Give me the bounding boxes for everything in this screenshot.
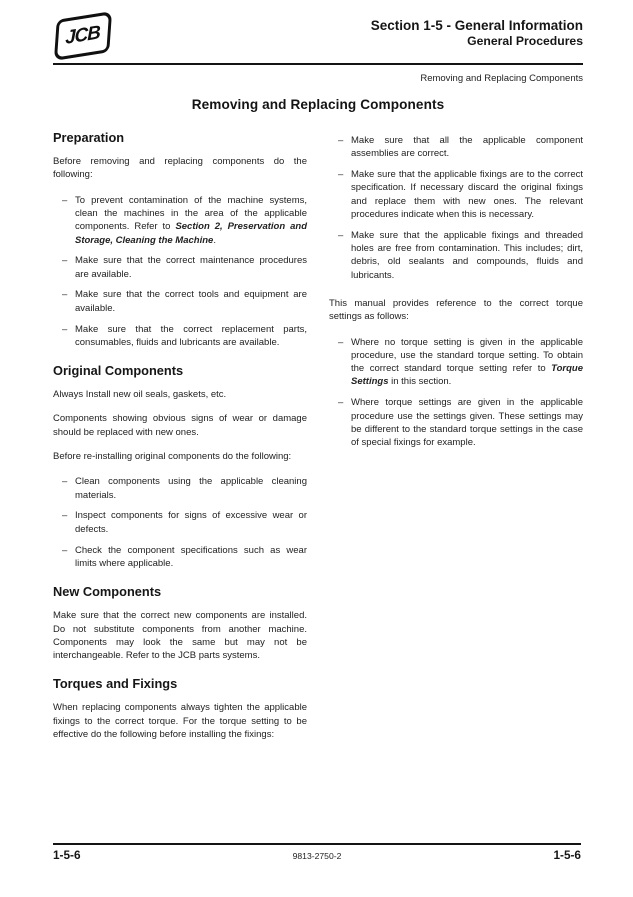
list-item — [62, 254, 307, 281]
text-run: Make sure that the correct replacement parts, consumables, fluids and lubricants are available. — [75, 323, 307, 348]
breadcrumb: Removing and Replacing Components — [420, 73, 583, 84]
list-item — [62, 475, 307, 502]
jcb-logo — [54, 11, 112, 61]
list-item-text — [75, 323, 307, 350]
dash-bullet: – — [62, 323, 68, 335]
paragraph: Before removing and replacing components do the following: — [53, 156, 307, 181]
list-item-text — [75, 544, 307, 571]
list-item — [338, 229, 583, 282]
paragraph: Always Install new oil seals, gaskets, etc. — [53, 389, 227, 401]
text-run: Make sure that the correct maintenance procedures are available. — [75, 255, 307, 280]
dash-bullet: – — [338, 169, 344, 181]
list-item-text — [75, 194, 307, 247]
list-item-text — [75, 254, 307, 281]
heading-preparation: Preparation — [53, 130, 125, 145]
text-run: Make sure that the correct tools and equipment are available. — [75, 289, 307, 314]
text-run: . — [213, 234, 216, 246]
list-item — [62, 288, 307, 315]
dash-bullet: – — [338, 135, 344, 146]
list-item-text — [351, 336, 583, 389]
list-item — [338, 396, 583, 449]
list-item — [62, 509, 307, 536]
dash-bullet: – — [62, 510, 68, 522]
list-item — [62, 194, 307, 247]
original-components-list — [53, 475, 307, 570]
text-run: Make sure that the applicable fixings and threaded holes are free from contamination. This includes; dirt, debris, old sealants and compounds, fluids and lubricants. — [351, 229, 583, 281]
list-item-text — [75, 288, 307, 315]
text-run: Make sure that all the applicable component assemblies are correct. — [351, 135, 583, 160]
list-item — [62, 544, 307, 571]
dash-bullet: – — [338, 397, 344, 409]
heading-original-components: Original Components — [53, 363, 184, 379]
text-run: Make sure that the applicable fixings are to the correct specification. If necessary discard the original fixings and replace them with new ones. The relevant procedures indicate when this is necessary. — [351, 169, 583, 220]
paragraph: This manual provides reference to the correct torque settings as follows: — [329, 297, 583, 323]
text-run: Clean components using the applicable cleaning materials. — [75, 476, 307, 501]
heading-new-components: New Components — [53, 584, 162, 600]
header-text-block — [371, 18, 583, 49]
text-run: Where torque settings are given in the applicable procedure use the settings given. These settings may be different to the standard torque settings in the case of special fixings for example. — [351, 397, 583, 449]
text-run: in this section. — [388, 376, 452, 388]
dash-bullet: – — [62, 476, 68, 488]
dash-bullet: – — [62, 194, 68, 206]
section-subtitle: General Procedures — [467, 34, 583, 49]
dash-bullet: – — [62, 544, 68, 556]
footer-page-number-left: 1-5-6 — [53, 847, 81, 862]
dash-bullet: – — [338, 336, 344, 348]
emphasis-run: Torque Settings — [351, 363, 583, 388]
paragraph: Components showing obvious signs of wear or damage should be replaced with new ones. — [53, 413, 307, 438]
page-title: Removing and Replacing Components — [191, 97, 445, 112]
paragraph: Before re-installing original components do the following: — [53, 451, 292, 463]
dash-bullet: – — [62, 289, 68, 301]
header-rule — [53, 63, 583, 65]
list-item-text — [351, 396, 583, 449]
text-run: To prevent contamination of the machine systems, clean the machines in the area of the applicable components. Refer to — [75, 194, 307, 233]
emphasis-run: Section 2, Preservation and Storage, Cleaning the Machine — [75, 221, 307, 246]
page-footer — [53, 843, 581, 862]
section-title: Section 1-5 - General Information — [370, 18, 583, 33]
two-column-body — [53, 131, 583, 752]
left-column — [53, 131, 307, 752]
torque-settings-list — [329, 336, 583, 450]
list-item-text — [75, 475, 307, 502]
dash-bullet: – — [338, 229, 344, 241]
list-item — [62, 323, 307, 350]
footer-page-number-right: 1-5-6 — [553, 847, 581, 862]
list-item — [338, 336, 583, 389]
jcb-logo-text: JCB — [65, 22, 101, 49]
list-item — [338, 168, 583, 221]
footer-rule — [53, 843, 581, 845]
dash-bullet: – — [62, 255, 68, 267]
list-item — [338, 134, 583, 161]
text-run: Check the component specifications such as wear limits where applicable. — [75, 544, 307, 569]
preparation-list — [53, 194, 307, 349]
list-item-text — [351, 168, 583, 221]
text-run: Where no torque setting is given in the applicable procedure, use the standard torque setting. To obtain the correct standard torque setting refer to — [351, 336, 583, 375]
paragraph: Make sure that the correct new components are installed. Do not substitute components from another machine. Components may look the same but may not be interchangeable. Refer to the JCB parts systems. — [53, 610, 307, 662]
list-item-text — [75, 509, 307, 536]
paragraph: When replacing components always tighten the applicable fixings to the correct torque. For the torque setting to be effective do the following before installing the fixings: — [53, 702, 307, 741]
page-header — [53, 13, 583, 56]
right-column — [329, 131, 583, 752]
text-run: Inspect components for signs of excessive wear or defects. — [75, 510, 307, 535]
heading-torques-fixings: Torques and Fixings — [53, 676, 178, 692]
list-item-text — [351, 134, 583, 161]
footer-row — [53, 848, 581, 862]
footer-document-number: 9813-2750-2 — [292, 850, 342, 861]
fixings-list — [329, 134, 583, 282]
list-item-text — [351, 229, 583, 282]
